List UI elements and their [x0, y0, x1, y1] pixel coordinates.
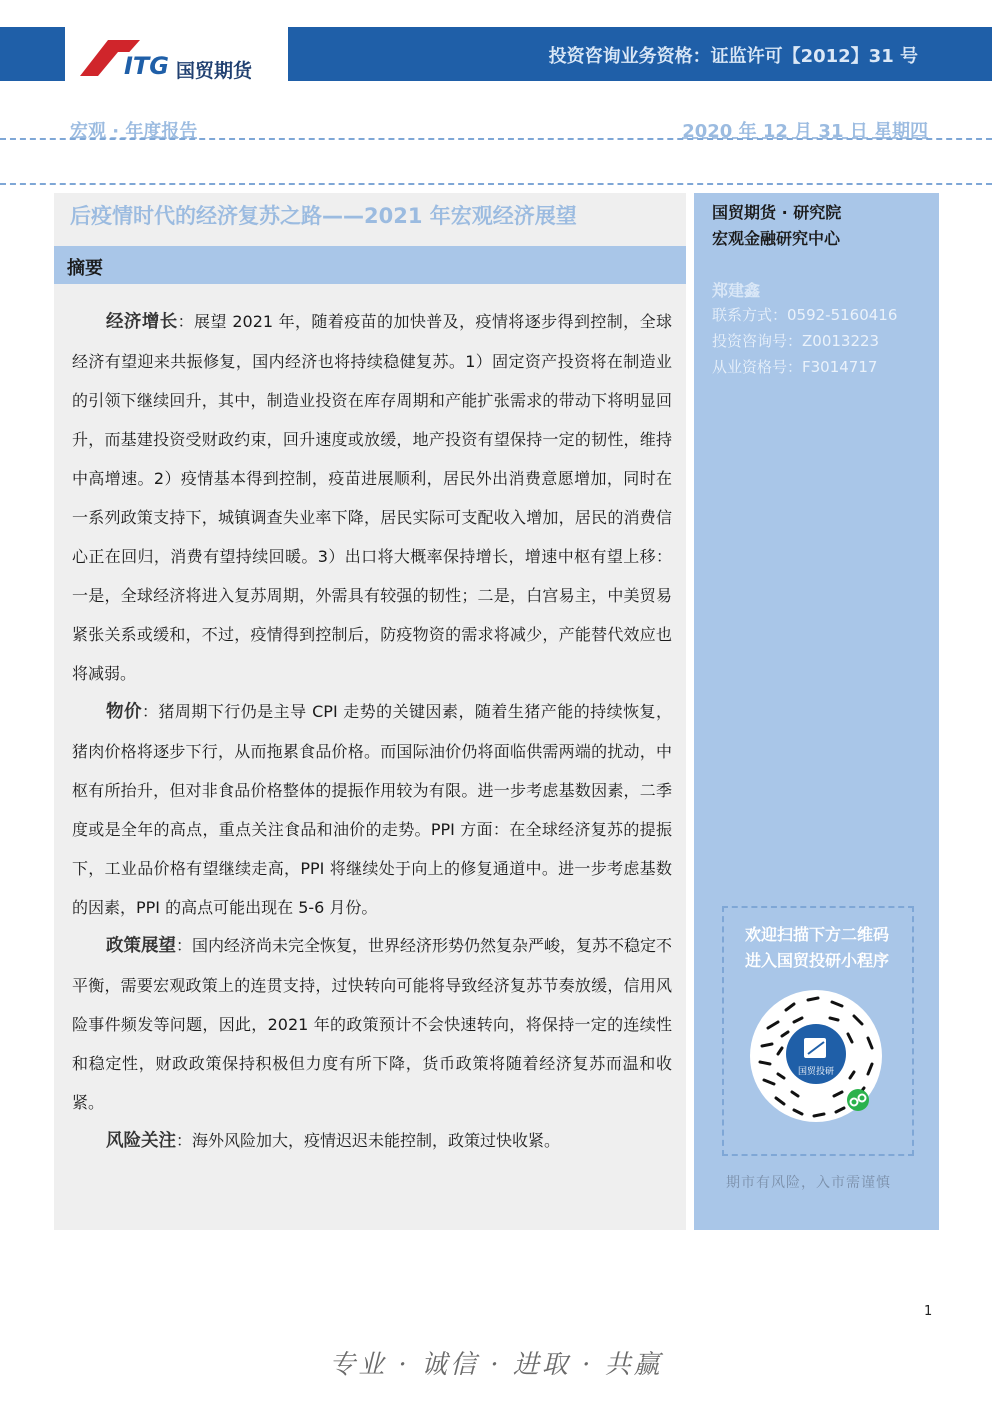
report-title: 后疫情时代的经济复苏之路——2021 年宏观经济展望 [70, 204, 577, 228]
qr-caption [732, 922, 902, 974]
paragraph-text: ：展望 2021 年，随着疫苗的加快普及，疫情将逐步得到控制，全球经济有望迎来共振修复，国内经济也将持续稳健复苏。1）固定资产投资将在制造业的引领下继续回升，其中，制造业投资在库存周期和产能扩张需求的带动下将明显回升，而基建投资受财政约束，回升速度或放缓，地产投资有望保持一定的韧性，维持中高增速。2）疫情基本得到控制，疫苗进展顺利，居民外出消费意愿增加，同时在一系列政策支持下，城镇调查失业率下降，居民实际可支配收入增加，居民的消费信心正在回归，消费有望持续回暖。3）出口将大概率保持增长，增速中枢有望上移：一是，全球经济将进入复苏周期，外需具有较强的韧性；二是，白宫易主，中美贸易紧张关系或缓和，不过，疫情得到控制后，防疫物资的需求将减少，产能替代效应也将减弱。 [72, 312, 672, 683]
abstract-label: 摘要 [67, 258, 103, 279]
divider [0, 138, 992, 140]
practice-number: 从业资格号：F3014717 [712, 358, 878, 376]
paragraph-lead: 政策展望 [106, 936, 176, 956]
qr-center-label: 国贸投研 [797, 1067, 835, 1077]
analyst-contacts [712, 302, 897, 380]
org-department: 宏观金融研究中心 [712, 229, 841, 248]
paragraph-growth [72, 302, 672, 693]
paragraph-policy [72, 926, 672, 1122]
paragraph-text: ：国内经济尚未完全恢复，世界经济形势仍然复杂严峻，复苏不稳定不平衡，需要宏观政策上的连贯支持，过快转向可能将导致经济复苏节奏放缓，信用风险事件频发等问题，因此，2021 年的政策预计不会快速转向，将保持一定的连续性和稳定性，财政政策保持积极但力度有所下降，货币政策将随着经济复苏而温和收紧。 [72, 936, 673, 1112]
report-category: 宏观 · 年度报告 [70, 121, 198, 142]
divider [0, 183, 992, 185]
sidebar-org [712, 200, 841, 252]
paragraph-lead: 物价 [106, 702, 142, 722]
paragraph-risk [72, 1121, 672, 1161]
logo-company-name: 国贸期货 [176, 60, 253, 82]
footer-slogan: 专业 · 诚信 · 进取 · 共赢 [329, 1350, 663, 1380]
qr-caption-line: 进入国贸投研小程序 [744, 951, 889, 970]
page-number: 1 [924, 1304, 933, 1319]
logo-itg-text: ITG [124, 52, 169, 80]
paragraph-text: ：猪周期下行仍是主导 CPI 走势的关键因素，随着生猪产能的持续恢复，猪肉价格将逐步下行，从而拖累食品价格。而国际油价仍将面临供需两端的扰动，中枢有所抬升，但对非食品价格整体的提振作用较为有限。进一步考虑基数因素，二季度或是全年的高点，重点关注食品和油价的走势。PPI 方面：在全球经济复苏的提振下，工业品价格有望继续走高，PPI 将继续处于向上的修复通道中。进一步考虑基数的因素，PPI 的高点可能出现在 5-6 月份。 [72, 702, 673, 917]
qr-code-icon[interactable] [748, 988, 884, 1124]
analyst-name: 郑建鑫 [712, 281, 761, 300]
paragraph-text: ：海外风险加大，疫情迟迟未能控制，政策过快收紧。 [176, 1131, 561, 1150]
advisory-number: 投资咨询号：Z0013223 [712, 332, 880, 350]
abstract-bar [54, 246, 686, 284]
paragraph-prices [72, 692, 672, 927]
paragraph-lead: 风险关注 [106, 1131, 176, 1151]
risk-notice: 期市有风险，入市需谨慎 [726, 1175, 891, 1191]
org-name: 国贸期货 · 研究院 [712, 203, 842, 222]
paragraph-lead: 经济增长 [106, 312, 178, 332]
contact-phone: 联系方式：0592-5160416 [712, 306, 898, 324]
report-date: 2020 年 12 月 31 日 星期四 [682, 121, 928, 142]
license-text: 投资咨询业务资格：证监许可【2012】31 号 [548, 46, 918, 67]
qr-caption-line: 欢迎扫描下方二维码 [744, 925, 889, 944]
